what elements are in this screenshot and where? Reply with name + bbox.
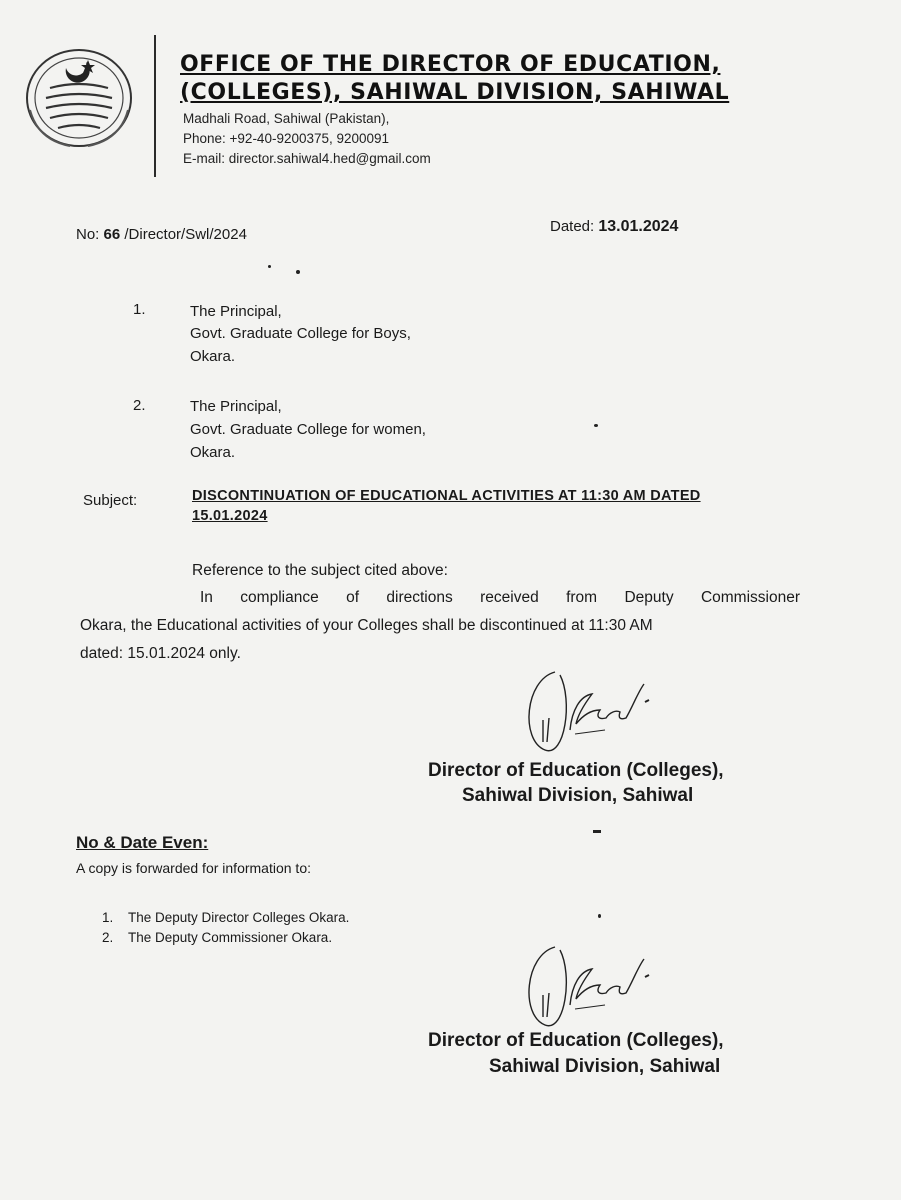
recipient-number: 2. [133,397,146,414]
signatory-title-line2: Sahiwal Division, Sahiwal [489,1056,721,1077]
subject-line1: DISCONTINUATION OF EDUCATIONAL ACTIVITIES AT 11:30 AM DATED [192,488,701,504]
copy-item: The Deputy Commissioner Okara. [128,930,333,945]
recipient-line3: Okara. [190,348,236,365]
copy-item: The Deputy Director Colleges Okara. [128,910,350,925]
signatory-title-line1: Director of Education (Colleges), [428,760,724,781]
no-suffix: /Director/Swl/2024 [124,226,247,243]
dated-label: Dated: [550,218,595,235]
recipient-line1: The Principal, [190,398,282,415]
recipient-number: 1. [133,301,146,318]
speck [296,270,300,274]
reference-number [76,226,247,243]
copy-item-number: 1. [102,910,114,925]
speck [598,914,601,918]
header-divider [154,35,156,177]
recipient-line2: Govt. Graduate College for Boys, [190,325,411,342]
no-value: 66 [103,226,121,243]
punjab-emblem-icon [20,40,138,150]
office-email: E-mail: director.sahiwal4.hed@gmail.com [183,151,431,166]
signatory-title-line1: Director of Education (Colleges), [428,1030,724,1051]
recipient-line2: Govt. Graduate College for women, [190,421,426,438]
no-label: No: [76,226,100,243]
speck [593,830,601,833]
subject-text [192,486,792,526]
copy-intro: A copy is forwarded for information to: [76,860,311,876]
office-address: Madhali Road, Sahiwal (Pakistan), [183,111,390,126]
recipient-line3: Okara. [190,444,236,461]
subject-line2: 15.01.2024 [192,508,268,524]
signatory-title-line2: Sahiwal Division, Sahiwal [462,785,694,806]
speck [594,424,598,427]
para-line2: Okara, the Educational activities of your Colleges shall be discontinued at 11:30 AM [80,617,653,634]
dated-value: 13.01.2024 [598,218,679,235]
reference-line: Reference to the subject cited above: [192,562,448,579]
subject-label: Subject: [83,492,138,509]
office-phone: Phone: +92-40-9200375, 9200091 [183,131,390,146]
office-title-line1: OFFICE OF THE DIRECTOR OF EDUCATION, [180,52,721,77]
recipient-line1: The Principal, [190,303,282,320]
speck [268,265,271,268]
copy-item-number: 2. [102,930,114,945]
para-line3: dated: 15.01.2024 only. [80,645,241,662]
signature-icon [515,935,675,1035]
body-paragraph [80,584,800,668]
signature-icon [515,660,675,760]
letter-date [550,218,678,236]
endorsement-heading: No & Date Even: [76,833,209,852]
office-title-line2: (COLLEGES), SAHIWAL DIVISION, SAHIWAL [180,80,730,105]
para-line1: In compliance of directions received from Deputy Commissioner [200,589,800,606]
